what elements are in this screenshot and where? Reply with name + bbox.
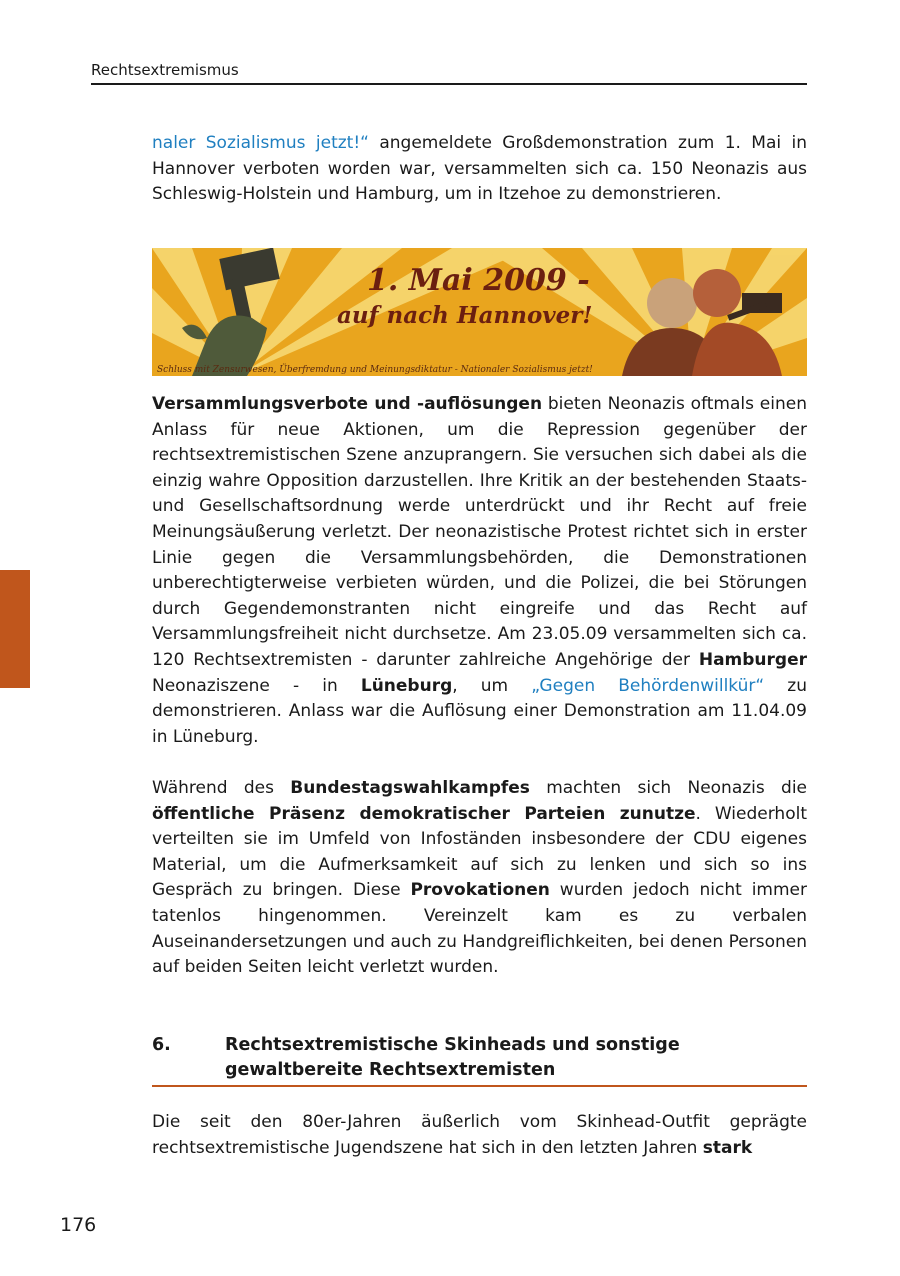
paragraph-skinhead: Die seit den 80er-Jahren äußerlich vom Skinhead-Outfit geprägte rechtsextremistische Jugendszene hat sich in den letzten Jahren stark (152, 1112, 807, 1158)
section-number: 6. (152, 1035, 171, 1055)
banner-headline-2: auf nach Hannover! (337, 302, 593, 329)
banner-headline-1: 1. Mai 2009 - (367, 263, 590, 298)
page-number: 176 (60, 1214, 97, 1236)
chapter-thumb-tab (0, 570, 30, 688)
bold-term: Provokationen (410, 880, 550, 901)
running-title: Rechtsextremismus (91, 61, 239, 79)
banner-graphic (152, 248, 807, 376)
section-heading (152, 1033, 807, 1087)
bold-term: Lüneburg (360, 675, 453, 696)
paragraph-bundestagswahlkampf: Während des Bundestagswahlkampfes machten sich Neonazis die öffentliche Präsenz demokratischer Parteien zunutze. Wiederholt verteilten sie im Umfeld von Infoständen insbesondere der CDU eigenes Material, um die Aufmerksamkeit auf sich zu lenken und sich so ins Gespräch zu bringen. Diese Provokationen wurden jedoch nicht immer tatenlos hingenommen. Vereinzelt kam es zu verbalen Auseinandersetzungen und auch zu Handgreiflichkeiten, bei denen Personen auf beiden Seiten leicht verletzt wurden. (152, 778, 808, 978)
running-header (91, 60, 807, 85)
paragraph-intro (152, 131, 807, 208)
section-title-line-2: gewaltbereite Rechtsextremisten (225, 1060, 556, 1080)
bold-term: Hamburger (698, 649, 807, 670)
bold-term: Bundestagswahlkampfes (290, 778, 530, 798)
banner-footer-line: Schluss mit Zensurwesen, Überfremdung und Meinungsdiktatur - Nationaler Sozialismus jetzt! (157, 365, 593, 375)
link-nationaler-sozialismus[interactable]: naler Sozialismus jetzt!“ (152, 133, 369, 153)
bold-term: öffentliche Präsenz demokratischer Parteien zunutze (152, 803, 696, 824)
paragraph-versammlungsverbote: Versammlungsverbote und -auflösungen bieten Neonazis oftmals einen Anlass für neue Aktionen, um die Repression gegenüber der rechtsextremistischen Szene anzuprangern. Sie versuchen sich dabei als die einzig wahre Opposition darzustellen. Ihre Kritik an der bestehenden Staats- und Gesellschaftsordnung werde unterdrückt und ihr Recht auf freie Meinungsäußerung verletzt. Der neonazistische Protest richtet sich in erster Linie gegen die Versammlungsbehörden, die Demonstrationen unberechtigterweise verbieten würden, und die Polizei, die bei Störungen durch Gegendemonstranten nicht eingreife und das Recht auf Versammlungsfreiheit nicht durchsetze. Am 23.05.09 versammelten sich ca. 120 Rechtsextremisten - darunter zahlreiche Angehörige der Hamburger Neonaziszene - in Lüneburg, um „Gegen Behördenwillkür“ zu demonstrieren. Anlass war die Auflösung einer Demonstration am 11.04.09 in Lüneburg. (152, 394, 807, 747)
link-gegen-behoerdenwillkuer[interactable]: „Gegen Behördenwillkür“ (531, 675, 765, 696)
bold-term: Versammlungsverbote und -auflösungen (152, 394, 543, 414)
paragraph-text: angemeldete Großdemonstration zum 1. Mai in Hannover verboten worden war, versammelten sich ca. 150 Neonazis aus Schleswig-Holstein und Hamburg, um in Itzehoe zu demonstrieren. (152, 133, 807, 205)
demonstration-banner-image (152, 248, 807, 376)
bold-term: stark (702, 1137, 753, 1158)
section-title-line-1: Rechtsextremistische Skinheads und sonstige (225, 1035, 680, 1055)
